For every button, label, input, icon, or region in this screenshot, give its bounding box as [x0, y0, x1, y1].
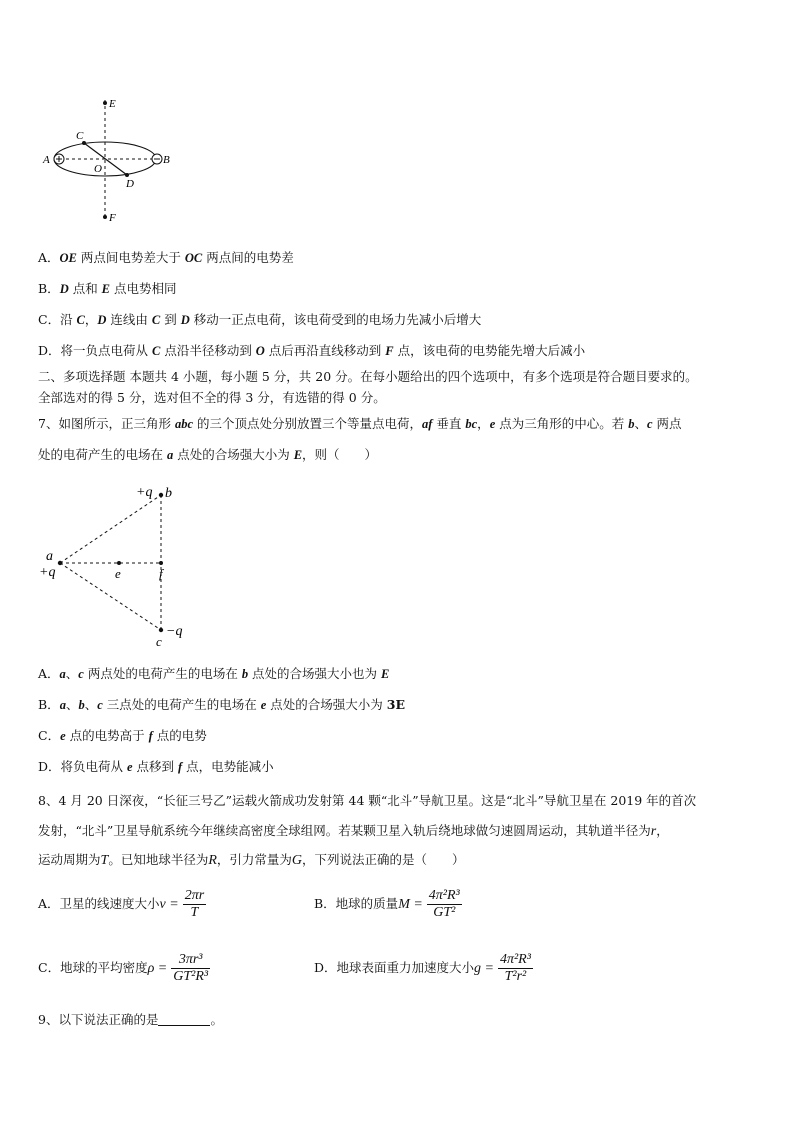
- q8-stem-line2: 发射，“北斗”卫星导航系统今年继续高密度全球组网。若某颗卫星入轨后绕地球做匀速圆周运动，其轨道半径为r，: [38, 823, 669, 839]
- q7-option-d: D．将负电荷从 e 点移到 f 点，电势能减小: [38, 759, 274, 774]
- label-f: f: [159, 566, 163, 581]
- label-c: c: [156, 634, 162, 649]
- q8-option-b: B．地球的质量M = $\frac{\text{4π²R³}}{\text{GT²}}$: [314, 888, 460, 920]
- label-C: C: [76, 130, 84, 142]
- label-F: F: [109, 212, 116, 224]
- label-plus-q-b: +q: [136, 485, 153, 500]
- q6-option-d: D．将一负点电荷从 C 点沿半径移动到 O 点后再沿直线移动到 F 点，该电荷的电势能先增大后减小: [38, 343, 586, 358]
- label-A: A: [43, 154, 50, 166]
- label-plus-q-a: +q: [39, 565, 56, 580]
- q8-option-a: A．卫星的线速度大小v = $\frac{2\pi r}{T}$: [38, 888, 205, 920]
- label-B: B: [163, 154, 170, 166]
- q7-stem-line1: 7、如图所示，正三角形 abc 的三个顶点处分别放置三个等量点电荷，af 垂直 bc，e 点为三角形的中心。若 b、c 两点: [38, 416, 682, 431]
- q8-stem-line3: 运动周期为T。已知地球半径为R，引力常量为G，下列说法正确的是（ ）: [38, 852, 465, 868]
- figure-ellipse-charges: [36, 92, 186, 232]
- section2-instructions-line2: 全部选对的得 5 分，选对但不全的得 3 分，有选错的得 0 分。: [38, 390, 386, 405]
- q9-stem: 9、以下说法正确的是 。: [38, 1012, 223, 1027]
- q6-option-c: C．沿 C，D 连线由 C 到 D 移动一正点电荷，该电荷受到的电场力先减小后增大: [38, 312, 482, 327]
- q7-stem-line2: 处的电荷产生的电场在 a 点处的合场强大小为 E，则（ ）: [38, 447, 378, 462]
- q7-option-b: B．a、b、c 三点处的电荷产生的电场在 e 点处的合场强大小为 3E: [38, 697, 405, 712]
- q6-option-a: A．OE 两点间电势差大于 OC 两点间的电势差: [38, 250, 294, 265]
- label-E: E: [109, 98, 116, 110]
- label-O: O: [94, 163, 102, 175]
- q8-option-c: C．地球的平均密度ρ = $\frac{\text{3πr³}}{\text{GT²R³}}$: [38, 952, 209, 984]
- section2-instructions-line1: 二、多项选择题 本题共 4 小题，每小题 5 分，共 20 分。在每小题给出的四个选项中，有多个选项是符合题目要求的。: [38, 369, 698, 384]
- label-b: b: [165, 486, 172, 501]
- answer-blank[interactable]: [158, 1013, 210, 1026]
- label-a: a: [46, 549, 53, 564]
- label-D: D: [126, 178, 134, 190]
- q6-option-b: B．D 点和 E 点电势相同: [38, 281, 177, 296]
- q7-option-c: C．e 点的电势高于 f 点的电势: [38, 728, 207, 743]
- q8-stem-line1: 8、4 月 20 日深夜，“长征三号乙”运载火箭成功发射第 44 颗“北斗”导航卫星。这是“北斗”导航卫星在 2019 年的首次: [38, 793, 697, 808]
- label-e: e: [115, 566, 121, 581]
- figure-triangle-charges: [36, 480, 196, 650]
- q8-option-d: D．地球表面重力加速度大小g = $\frac{\text{4π²R³}}{\text{T²r²}}$: [314, 952, 531, 984]
- q7-option-a: A．a、c 两点处的电荷产生的电场在 b 点处的合场强大小也为 E: [38, 666, 390, 681]
- label-minus-q: −q: [166, 624, 183, 639]
